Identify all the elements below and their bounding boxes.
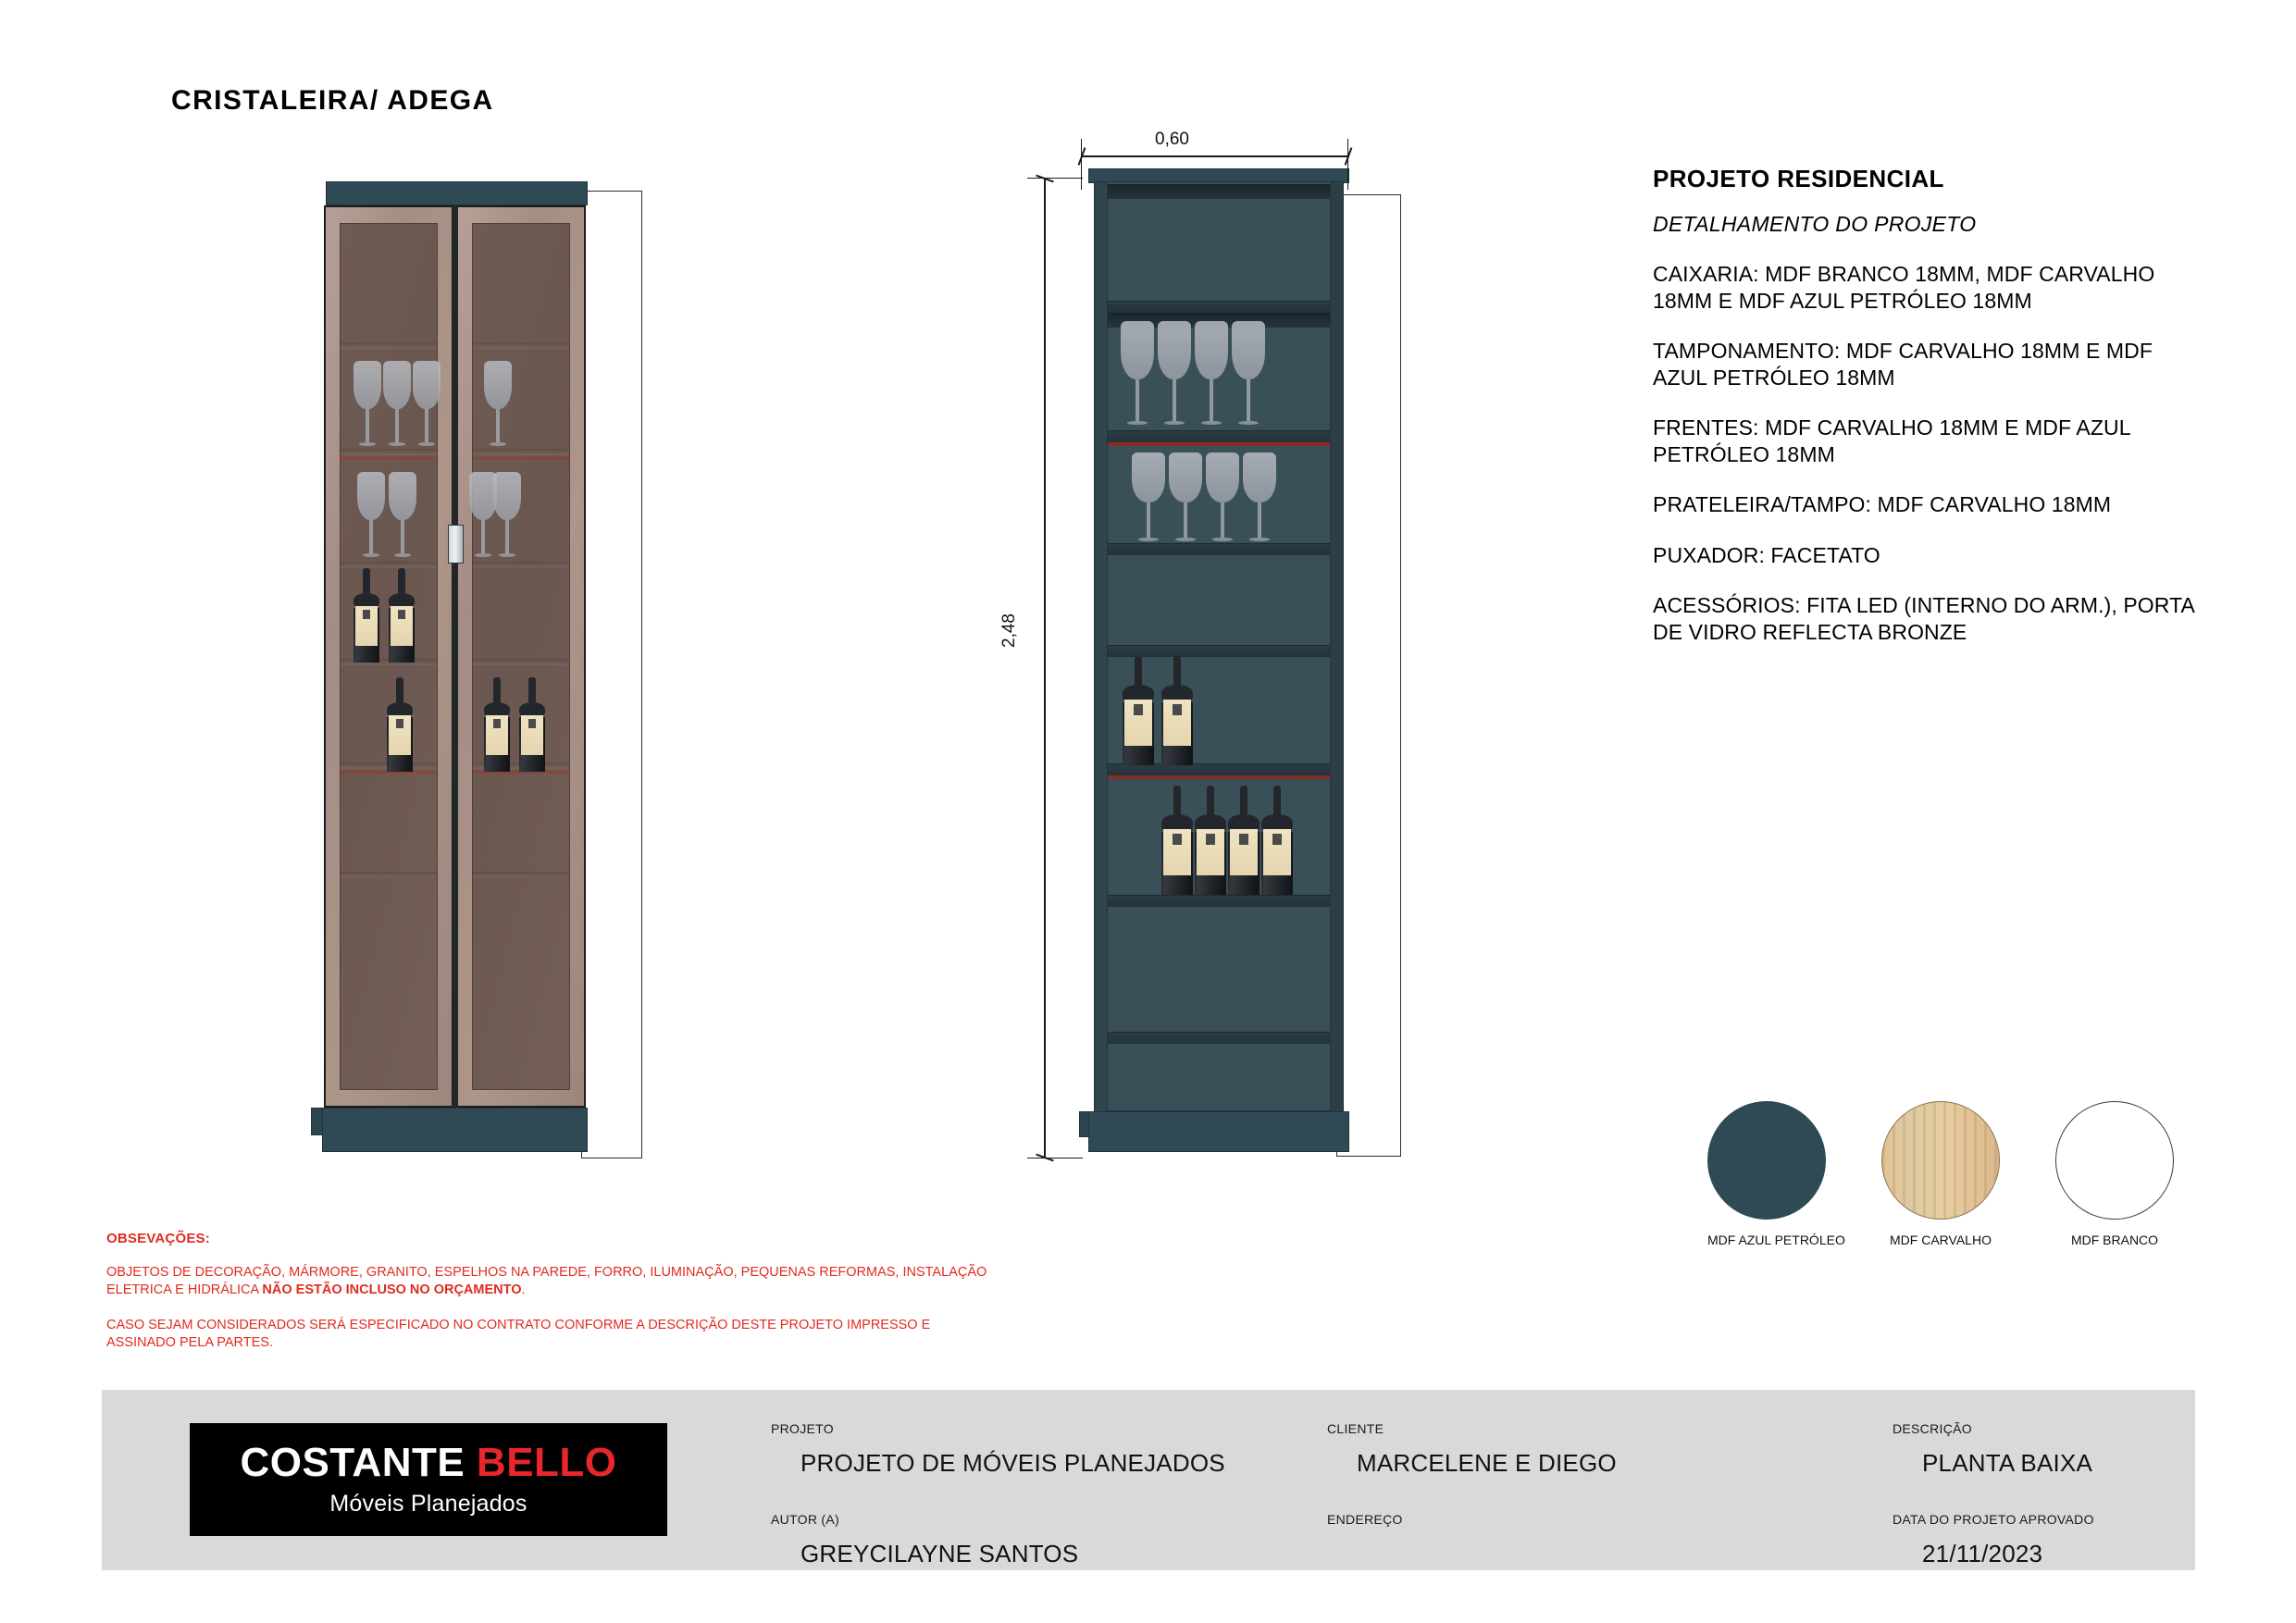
wine-glass	[357, 472, 385, 557]
logo-word-costante: COSTANTE	[240, 1439, 465, 1485]
cabinet-carcass	[1094, 181, 1344, 1111]
observations-paragraph-2: CASO SEJAM CONSIDERADOS SERÁ ESPECIFICADO NO CONTRATO CONFORME A DESCRIÇÃO DESTE PROJETO IMPRESSO E ASSINADO PELA PARTES.	[106, 1318, 931, 1351]
dimension-extension-right	[1347, 139, 1348, 190]
cabinet-doors-group	[322, 205, 588, 1108]
field-data-value: 21/11/2023	[1922, 1540, 2043, 1567]
side-panel-white	[581, 191, 642, 1158]
swatch-azul-petroleo	[1707, 1101, 1845, 1247]
spec-subtitle: DETALHAMENTO DO PROJETO	[1653, 212, 1977, 236]
toe-kick-base	[322, 1108, 588, 1152]
logo-tagline: Móveis Planejados	[329, 1490, 527, 1517]
title-block	[102, 1390, 2195, 1570]
swatch-label-azul-petroleo: MDF AZUL PETRÓLEO	[1707, 1233, 1845, 1247]
field-autor-key: AUTOR (A)	[771, 1512, 839, 1527]
field-projeto	[771, 1421, 1225, 1478]
bronze-glass-panel-left	[340, 223, 438, 1090]
wine-glass	[1158, 321, 1191, 425]
led-strip	[1108, 775, 1330, 779]
observations-text-a: OBJETOS DE DECORAÇÃO, MÁRMORE, GRANITO, ESPELHOS NA PAREDE, FORRO, ILUMINAÇÃO, PEQUENAS REFORMAS, INSTALAÇÃO ELETRICA E HIDRÁLICA	[106, 1265, 987, 1298]
wine-glass	[1169, 452, 1202, 541]
wine-glass	[1121, 321, 1154, 425]
door-handle-facetato[interactable]	[448, 525, 464, 564]
company-logo	[190, 1423, 667, 1536]
field-projeto-value: PROJETO DE MÓVEIS PLANEJADOS	[800, 1449, 1225, 1477]
spec-item-tamponamento: TAMPONAMENTO: MDF CARVALHO 18MM E MDF AZUL PETRÓLEO 18MM	[1653, 339, 2153, 390]
swatch-dot-azul-petroleo	[1707, 1101, 1826, 1220]
dimension-line-height	[1044, 178, 1046, 1158]
side-panel-white-open-view	[1336, 194, 1401, 1157]
dimension-extension-left	[1081, 139, 1082, 190]
wine-bottle	[1161, 656, 1193, 765]
swatch-carvalho	[1881, 1101, 2000, 1247]
field-autor	[771, 1512, 1078, 1568]
shelf	[1108, 543, 1330, 555]
spec-title: PROJETO RESIDENCIAL	[1653, 165, 1944, 192]
logo-word-bello: BELLO	[476, 1439, 617, 1485]
field-endereco-key: ENDEREÇO	[1327, 1512, 1403, 1527]
wine-glass	[383, 361, 411, 446]
door-gap	[453, 205, 458, 1108]
carcass-side-right	[1330, 182, 1343, 1112]
spec-item-acessorios: ACESSÓRIOS: FITA LED (INTERNO DO ARM.), PORTA DE VIDRO REFLECTA BRONZE	[1653, 593, 2194, 644]
carcass-side-left	[1095, 182, 1108, 1112]
observations-text-end: .	[521, 1282, 526, 1298]
wine-glass	[484, 361, 512, 446]
field-cliente	[1327, 1421, 1617, 1478]
bronze-glass-panel-right	[472, 223, 570, 1090]
spec-item-frentes: FRENTES: MDF CARVALHO 18MM E MDF AZUL PETRÓLEO 18MM	[1653, 415, 2130, 466]
observations-block	[106, 1231, 995, 1353]
field-descricao-key: DESCRIÇÃO	[1893, 1421, 1972, 1436]
spec-item-caixaria: CAIXARIA: MDF BRANCO 18MM, MDF CARVALHO 18MM E MDF AZUL PETRÓLEO 18MM	[1653, 262, 2155, 313]
swatch-label-carvalho: MDF CARVALHO	[1890, 1233, 1992, 1247]
elevation-open-interior	[1094, 181, 1371, 1167]
field-endereco	[1327, 1512, 1403, 1540]
observations-paragraph-1	[106, 1264, 995, 1299]
field-data-key: DATA DO PROJETO APROVADO	[1893, 1512, 2094, 1527]
wine-glass	[493, 472, 521, 557]
wine-bottle	[484, 677, 510, 772]
spec-item-prateleira: PRATELEIRA/TAMPO: MDF CARVALHO 18MM	[1653, 492, 2112, 517]
swatch-dot-branco	[2055, 1101, 2174, 1220]
cabinet-top-cap	[326, 181, 588, 205]
swatch-dot-carvalho	[1881, 1101, 2000, 1220]
dimension-line-width	[1081, 155, 1349, 157]
wine-glass	[1243, 452, 1276, 541]
wine-glass	[1132, 452, 1165, 541]
wine-glass	[1206, 452, 1239, 541]
wine-bottle	[1228, 786, 1260, 895]
wine-bottle	[387, 677, 413, 772]
wine-glass	[1232, 321, 1265, 425]
wine-bottle	[354, 568, 379, 663]
observations-title: OBSEVAÇÕES:	[106, 1231, 210, 1246]
wine-glass	[389, 472, 416, 557]
field-autor-value: GREYCILAYNE SANTOS	[800, 1540, 1079, 1567]
elevation-closed-doors	[326, 181, 622, 1167]
wine-bottle	[389, 568, 415, 663]
wine-bottle	[1123, 656, 1154, 765]
wine-glass	[354, 361, 381, 446]
led-strip	[1108, 442, 1330, 446]
wine-glass	[413, 361, 441, 446]
glass-door-left[interactable]	[324, 205, 453, 1108]
shelf	[1108, 895, 1330, 907]
swatch-label-branco: MDF BRANCO	[2070, 1233, 2159, 1247]
field-projeto-key: PROJETO	[771, 1421, 834, 1436]
field-descricao-value: PLANTA BAIXA	[1922, 1449, 2092, 1477]
spec-item-puxador: PUXADOR: FACETATO	[1653, 542, 1880, 567]
wine-bottle	[1195, 786, 1226, 895]
field-data	[1893, 1512, 2094, 1568]
specification-panel	[1653, 165, 2208, 645]
shelf	[1108, 301, 1330, 313]
glass-door-right[interactable]	[456, 205, 586, 1108]
field-cliente-key: CLIENTE	[1327, 1421, 1384, 1436]
logo-wordmark	[240, 1439, 617, 1485]
swatch-branco	[2055, 1101, 2174, 1247]
dimension-height-label: 2,48	[999, 613, 1019, 648]
wine-glass	[1195, 321, 1228, 425]
field-descricao	[1893, 1421, 2092, 1478]
field-cliente-value: MARCELENE E DIEGO	[1357, 1449, 1617, 1477]
dimension-extension-top	[1027, 178, 1083, 179]
carcass-interior	[1108, 182, 1330, 1110]
observations-text-strong: NÃO ESTÃO INCLUSO NO ORÇAMENTO	[262, 1282, 522, 1298]
toe-kick-base-open-view	[1088, 1111, 1349, 1152]
shelf	[1108, 1032, 1330, 1044]
wine-bottle	[519, 677, 545, 772]
page-title: CRISTALEIRA/ ADEGA	[171, 85, 494, 116]
shelf	[1108, 430, 1330, 442]
wine-bottle	[1261, 786, 1293, 895]
wine-bottle	[1161, 786, 1193, 895]
dimension-width-label: 0,60	[1155, 130, 1189, 149]
